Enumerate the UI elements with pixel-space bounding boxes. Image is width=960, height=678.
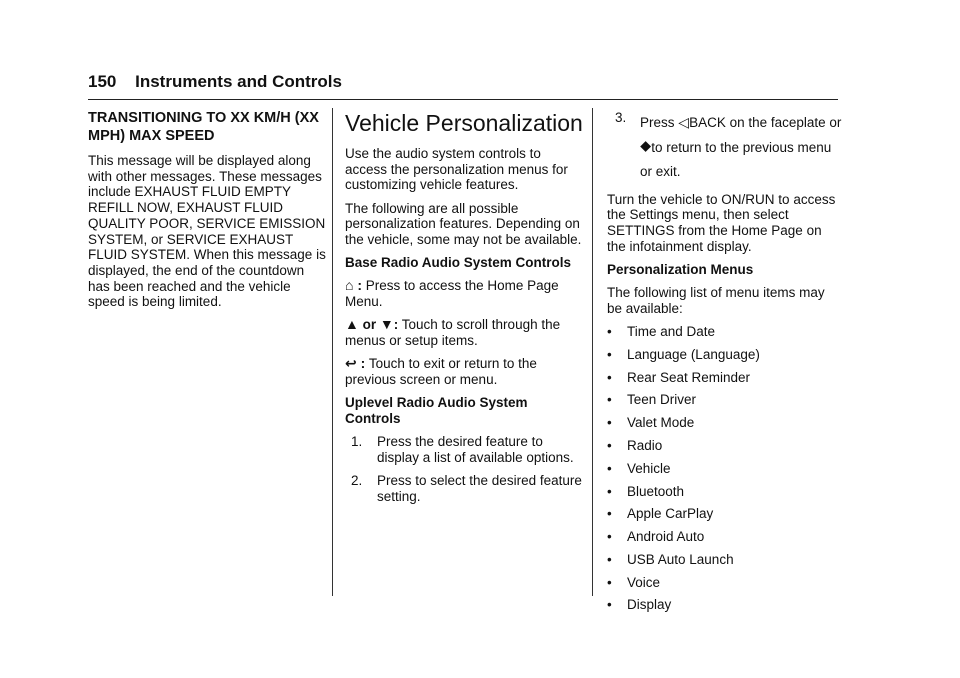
- list-item-text: Valet Mode: [627, 415, 695, 431]
- page-header: [88, 72, 838, 92]
- base-radio-heading: Base Radio Audio System Controls: [345, 255, 572, 271]
- step-item: [345, 473, 583, 504]
- max-speed-body: This message will be displayed along with other messages. These messages include EXHAUST FLUID EMPTY REFILL NOW, EXHAUST FLUID QUALITY POOR, SERVICE EMISSION SYSTEM, or SERVICE EXHAUST FLUID SYSTEM. When this message is displayed, the end of the countdown has been reached and the vehicle speed is being limited.: [88, 153, 326, 310]
- list-item-text: Rear Seat Reminder: [627, 369, 751, 385]
- list-item-text: Radio: [627, 437, 663, 453]
- list-item: [607, 461, 843, 477]
- home-control: [345, 278, 583, 309]
- arrow-up-icon: ▲: [345, 316, 359, 333]
- back-triangle-icon: ◁: [678, 114, 690, 130]
- home-icon: ⌂ :: [345, 277, 363, 294]
- section-title: Instruments and Controls: [135, 72, 342, 91]
- bullet-dot: •: [607, 369, 612, 385]
- bullet-dot: •: [607, 483, 612, 499]
- list-item-text: Time and Date: [627, 323, 716, 339]
- step-number: 2.: [351, 472, 363, 488]
- step-number: 1.: [351, 434, 363, 450]
- list-item-text: Bluetooth: [627, 483, 685, 499]
- back-control-text: Touch to exit or return to the previous screen or menu.: [345, 356, 537, 387]
- back-control: [345, 356, 583, 387]
- list-item-text: Voice: [627, 574, 661, 590]
- list-item-text: Language (Language): [627, 346, 760, 362]
- list-item: [607, 506, 843, 522]
- bullet-dot: •: [607, 506, 612, 522]
- back-icon: ↩ :: [345, 355, 366, 372]
- bullet-dot: •: [607, 392, 612, 408]
- column-divider-left: [332, 108, 333, 596]
- list-item: [607, 597, 843, 613]
- list-item: [607, 438, 843, 454]
- bullet-dot: •: [607, 529, 612, 545]
- list-item: [607, 324, 843, 340]
- list-item: [607, 484, 843, 500]
- step3-faceplate: BACK on the faceplate or: [689, 115, 842, 130]
- vehicle-personalization-heading: Vehicle Personalization: [345, 110, 583, 136]
- arrows-control: [345, 317, 583, 348]
- arrows-or-label: or: [362, 317, 377, 333]
- list-item: [607, 529, 843, 545]
- personalization-menus-heading: Personalization Menus: [607, 261, 754, 277]
- bullet-dot: •: [607, 346, 612, 362]
- list-item: [607, 392, 843, 408]
- arrows-colon: :: [393, 317, 399, 333]
- list-item-text: Vehicle: [627, 460, 671, 476]
- uplevel-steps-continued: [607, 110, 843, 184]
- step-text: Press the desired feature to display a list of available options.: [377, 434, 574, 465]
- bullet-dot: •: [607, 597, 612, 613]
- menu-items-list: [607, 324, 843, 613]
- intro-paragraph: Use the audio system controls to access the personalization menus for customizing vehicle features.: [345, 146, 568, 193]
- step-text: [640, 110, 843, 184]
- column-right: [607, 110, 843, 620]
- list-item: [607, 370, 843, 386]
- column-divider-right: [592, 108, 593, 596]
- bullet-dot: •: [607, 460, 612, 476]
- step3-press: Press: [640, 115, 675, 130]
- list-item-text: Teen Driver: [627, 392, 697, 408]
- list-item: [607, 347, 843, 363]
- arrows-control-text: Touch to scroll through the menus or setup items.: [345, 317, 561, 349]
- step-item: [345, 434, 583, 465]
- bullet-dot: •: [607, 551, 612, 567]
- bullet-dot: •: [607, 437, 612, 453]
- list-item: [607, 415, 843, 431]
- column-left: [88, 110, 328, 318]
- max-speed-heading: TRANSITIONING TO XX KM/H (XX MPH) MAX SPEED: [88, 110, 319, 144]
- bullet-dot: •: [607, 323, 612, 339]
- menu-list-intro: The following list of menu items may be available:: [607, 285, 825, 316]
- column-middle: [345, 110, 583, 512]
- step-item: [607, 110, 843, 184]
- list-item-text: USB Auto Launch: [627, 551, 734, 567]
- uplevel-steps: [345, 434, 583, 504]
- settings-access-paragraph: Turn the vehicle to ON/RUN to access the Settings menu, then select SETTINGS from the Home Page on the infotainment display.: [607, 191, 836, 254]
- bullet-dot: •: [607, 574, 612, 590]
- list-item: [607, 575, 843, 591]
- step-number: 3.: [615, 110, 627, 125]
- possible-features-paragraph: The following are all possible personalization features. Depending on the vehicle, some may not be available.: [345, 200, 582, 248]
- list-item-text: Apple CarPlay: [627, 506, 714, 522]
- knob-icon: ⯁: [640, 139, 652, 155]
- list-item-text: Display: [627, 597, 672, 613]
- home-control-text: Press to access the Home Page Menu.: [345, 278, 559, 310]
- list-item-text: Android Auto: [627, 529, 705, 545]
- uplevel-radio-heading: Uplevel Radio Audio System Controls: [345, 395, 528, 426]
- bullet-dot: •: [607, 415, 612, 431]
- step3-return: to return to the previous menu or exit.: [640, 140, 832, 179]
- step-text: Press to select the desired feature setting.: [377, 472, 582, 504]
- arrow-down-icon: ▼: [379, 316, 394, 333]
- header-rule: [88, 99, 838, 100]
- list-item: [607, 552, 843, 568]
- page-number: 150: [88, 72, 117, 91]
